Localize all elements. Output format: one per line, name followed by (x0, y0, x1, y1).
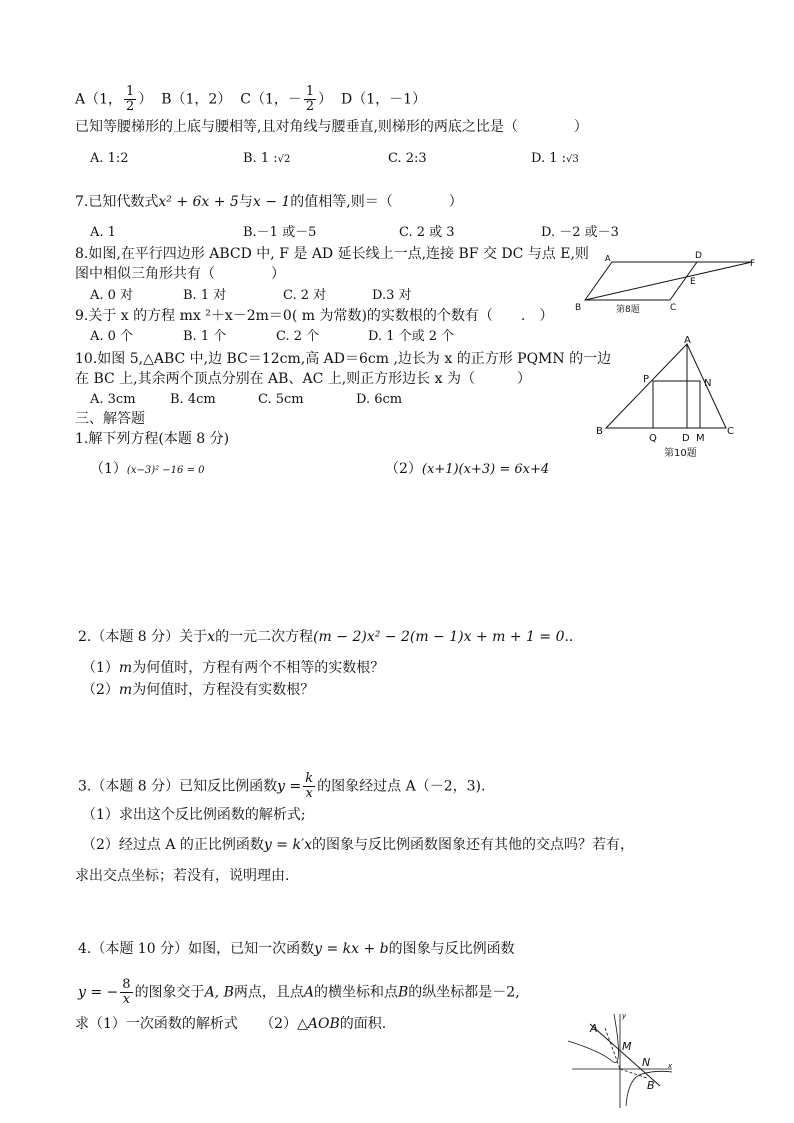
q10-option-d: D. 6cm (356, 392, 403, 407)
s4-stem: 4.（本题 10 分）如图，已知一次函数y = kx + b的图象与反比例函数 (78, 941, 515, 957)
label-b: B (596, 426, 603, 437)
q8-option-c: C. 2 对 (283, 288, 327, 303)
q7-option-a: A. 1 (90, 225, 116, 240)
q8-parallelogram-figure (572, 250, 762, 315)
s3-stem: 3.（本题 8 分）已知反比例函数y = $\frac{k}{x}$ 的图象经过点 A（－2，3). (78, 771, 486, 801)
s1-part1: （1）(x−3)² −16 = 0 (90, 461, 205, 477)
q6-option-d: D. 1 :√3 (531, 151, 579, 166)
label-a: A (684, 335, 691, 346)
q9-option-d: D. 1 个或 2 个 (368, 329, 455, 344)
s2-stem: 2.（本题 8 分）关于x的一元二次方程(m − 2)x² − 2(m − 1)x + m + 1 = 0.. (78, 629, 574, 645)
s4-graph-figure (560, 1006, 680, 1116)
q5-option-d: D（1，－1） (341, 91, 427, 108)
q7-option-d: D. －2 或－3 (541, 225, 619, 240)
q6-stem: 已知等腰梯形的上底与腰相等,且对角线与腰垂直,则梯形的两底之比是（ ） (75, 119, 588, 135)
label-d: D (695, 251, 702, 261)
s3-part1: （1）求出这个反比例函数的解析式; (82, 807, 306, 823)
q8-line2: 图中相似三角形共有（ ） (75, 266, 285, 282)
square-pqmn (653, 381, 700, 428)
line-kx-plus-b (590, 1024, 660, 1086)
q6-option-a: A. 1:2 (90, 151, 129, 166)
parallelogram-abcd (585, 262, 697, 300)
label-n: N (704, 378, 712, 389)
s4-line2: y = − $\frac{8}{x}$ 的图象交于A, B两点，且点A的横坐标和点B的纵坐标都是－2, (78, 977, 520, 1007)
label-c: C (727, 426, 734, 437)
segment-bf (585, 262, 752, 300)
q10-option-b: B. 4cm (170, 392, 216, 407)
label-b: B (575, 303, 582, 313)
fraction-half: $\frac{1}{2}$ (126, 84, 135, 114)
label-m: M (696, 433, 705, 444)
s3-part3: 求出交点坐标；若没有，说明理由. (75, 868, 290, 884)
q8-line1: 8.如图,在平行四边形 ABCD 中, F 是 AD 延长线上一点,连接 BF 交 DC 与点 E,则 (75, 246, 589, 262)
fraction-k-over-x: $\frac{k}{x}$ (305, 771, 314, 801)
q8-option-b: B. 1 对 (183, 288, 227, 303)
s1-part2: （2）(x+1)(x+3) = 6x+4 (385, 461, 550, 477)
label-p: P (643, 374, 650, 385)
q10-line2: 在 BC 上,其余两个顶点分别在 AB、AC 上,则正方形边长 x 为（ ） (75, 371, 531, 387)
q9-option-a: A. 0 个 (90, 329, 134, 344)
label-m: M (622, 1040, 632, 1053)
s2-part2: （2）m为何值时，方程没有实数根？ (82, 682, 315, 698)
label-c: C (670, 303, 677, 313)
q7-option-c: C. 2 或 3 (399, 225, 455, 240)
q5-option-b: B（1，2） (161, 91, 232, 108)
label-a: A (605, 254, 611, 263)
q6-option-b: B. 1 :√2 (243, 151, 291, 166)
q8-option-a: A. 0 对 (90, 288, 134, 303)
q7-option-b: B.－1 或－5 (243, 225, 317, 240)
label-x: x (668, 1062, 673, 1070)
label-d: D (682, 433, 690, 444)
q5-choices: A（1， $\frac{1}{2}$ ） B（1，2） C（1，－ $\frac{1}{2}$ ） D（1，－1） (75, 84, 427, 114)
figure-caption: 第8题 (616, 305, 640, 315)
q10-triangle-figure (594, 336, 744, 460)
s3-part2: （2）经过点 A 的正比例函数y = k′x的图象与反比例函数图象还有其他的交点吗？若有， (82, 837, 635, 853)
q9-option-c: C. 2 个 (276, 329, 320, 344)
q9-stem: 9.关于 x 的方程 mx ²＋x－2m＝0( m 为常数)的实数根的个数有（ . ） (75, 308, 554, 324)
q6-option-c: C. 2:3 (388, 151, 427, 166)
q7-stem: 7.已知代数式x² + 6x + 5与x − 1的值相等,则＝（ ） (75, 194, 463, 210)
figure-caption: 第10题 (664, 448, 697, 459)
label-y: y (622, 1012, 627, 1020)
s2-part1: （1）m为何值时，方程有两个不相等的实数根？ (82, 660, 385, 676)
q9-option-b: B. 1 个 (183, 329, 227, 344)
label-e: E (690, 277, 696, 287)
q10-option-a: A. 3cm (90, 392, 136, 407)
label-f: F (750, 259, 756, 269)
section-title: 三、解答题 (75, 411, 145, 427)
s1-stem: 1.解下列方程(本题 8 分) (75, 431, 230, 447)
fraction-half-neg: $\frac{1}{2}$ (305, 84, 315, 114)
q8-option-d: D.3 对 (372, 288, 412, 303)
label-q: Q (649, 433, 657, 444)
s4-line3: 求（1）一次函数的解析式 （2）△AOB的面积. (75, 1016, 387, 1032)
label-n: N (642, 1056, 651, 1069)
q10-line1: 10.如图 5,△ABC 中,边 BC＝12cm,高 AD＝6cm ,边长为 x 的正方形 PQMN 的一边 (75, 351, 612, 367)
label-a: A (590, 1022, 598, 1035)
q10-option-c: C. 5cm (258, 392, 304, 407)
label-b: B (647, 1079, 655, 1092)
fraction-8-over-x: $\frac{8}{x}$ (122, 977, 131, 1007)
